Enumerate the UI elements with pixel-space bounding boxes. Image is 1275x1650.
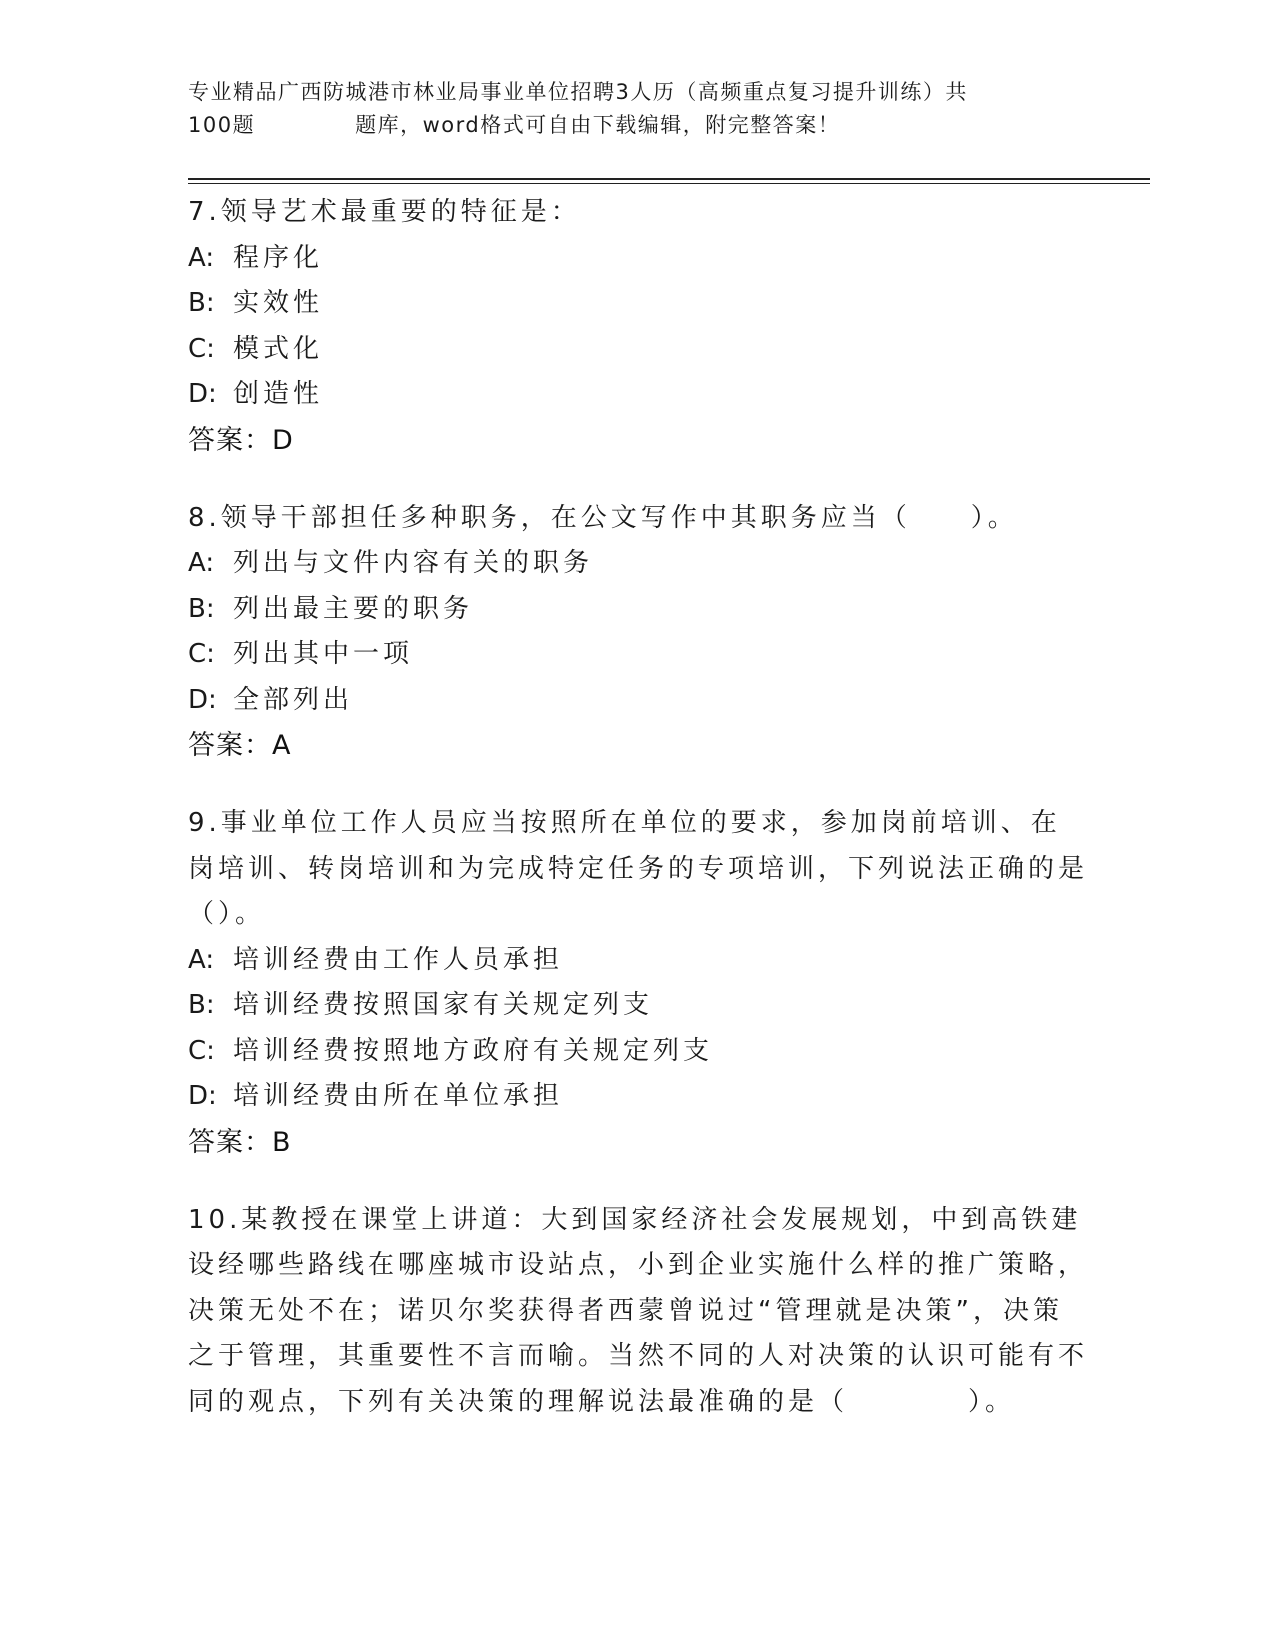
option-b xyxy=(188,587,1088,633)
header-divider-thick xyxy=(188,178,1150,180)
question-list xyxy=(188,190,1088,1457)
option-letter: B: xyxy=(188,990,215,1020)
question-stem: 9.事业单位工作人员应当按照所在单位的要求，参加岗前培训、在岗培训、转岗培训和为完成特定任务的专项培训，下列说法正确的是（）。 xyxy=(188,808,1089,929)
option-text: 实效性 xyxy=(233,288,324,318)
option-text: 培训经费由工作人员承担 xyxy=(233,944,564,975)
answer-value: A xyxy=(272,730,293,761)
answer-line xyxy=(188,418,1088,464)
option-c xyxy=(188,327,1088,373)
option-b xyxy=(188,983,1088,1029)
document-header xyxy=(188,76,1088,142)
question-9 xyxy=(188,801,1088,1166)
option-letter: A: xyxy=(188,548,215,578)
option-d xyxy=(188,372,1088,418)
question-stem: 10.某教授在课堂上讲道：大到国家经济社会发展规划，中到高铁建设经哪些路线在哪座城市设站点，小到企业实施什么样的推广策略，决策无处不在；诺贝尔奖获得者西蒙曾说过“管理就是决策”，决策之于管理，其重要性不言而喻。当然不同的人对决策的认识可能有不同的观点，下列有关决策的理解说法最准确的是（ ）。 xyxy=(188,1204,1089,1417)
answer-value: D xyxy=(272,424,295,456)
option-text: 全部列出 xyxy=(233,684,354,715)
option-letter: B: xyxy=(188,288,215,318)
option-d xyxy=(188,678,1088,724)
option-letter: D: xyxy=(188,684,217,715)
option-a xyxy=(188,236,1088,282)
option-a xyxy=(188,541,1088,587)
header-question-count: 100题 xyxy=(188,113,256,137)
answer-label: 答案： xyxy=(188,730,272,761)
option-text: 列出最主要的职务 xyxy=(233,593,474,624)
answer-label: 答案： xyxy=(188,424,272,456)
option-letter: C: xyxy=(188,333,215,364)
option-text: 培训经费按照地方政府有关规定列支 xyxy=(233,1035,714,1066)
option-letter: D: xyxy=(188,1081,217,1111)
header-divider-thin xyxy=(188,183,1150,184)
option-c xyxy=(188,1029,1088,1075)
option-text: 列出其中一项 xyxy=(233,639,414,669)
option-a xyxy=(188,938,1088,984)
question-10 xyxy=(188,1198,1088,1426)
option-text: 创造性 xyxy=(233,379,324,409)
option-text: 列出与文件内容有关的职务 xyxy=(233,548,594,578)
option-text: 培训经费按照国家有关规定列支 xyxy=(233,990,654,1020)
option-text: 程序化 xyxy=(233,242,324,273)
option-b xyxy=(188,281,1088,327)
option-letter: D: xyxy=(188,379,217,409)
answer-value: B xyxy=(272,1126,293,1158)
option-letter: A: xyxy=(188,242,215,273)
header-spacer xyxy=(255,109,355,142)
option-letter: C: xyxy=(188,639,215,669)
question-7 xyxy=(188,190,1088,464)
answer-line xyxy=(188,1120,1088,1166)
option-letter: C: xyxy=(188,1035,215,1066)
question-8 xyxy=(188,496,1088,770)
question-stem: 7.领导艺术最重要的特征是： xyxy=(188,197,581,227)
answer-label: 答案： xyxy=(188,1126,272,1158)
option-text: 模式化 xyxy=(233,333,324,364)
answer-line xyxy=(188,723,1088,769)
option-letter: B: xyxy=(188,593,215,624)
option-letter: A: xyxy=(188,944,215,975)
header-title-line-2 xyxy=(188,109,1088,142)
option-c xyxy=(188,632,1088,678)
option-d xyxy=(188,1074,1088,1120)
header-title-line-1: 专业精品广西防城港市林业局事业单位招聘3人历（高频重点复习提升训练）共 xyxy=(188,80,968,104)
header-description: 题库，word格式可自由下载编辑，附完整答案！ xyxy=(355,113,841,137)
question-stem: 8.领导干部担任多种职务，在公文写作中其职务应当（ ）。 xyxy=(188,502,1018,533)
option-text: 培训经费由所在单位承担 xyxy=(233,1081,564,1111)
